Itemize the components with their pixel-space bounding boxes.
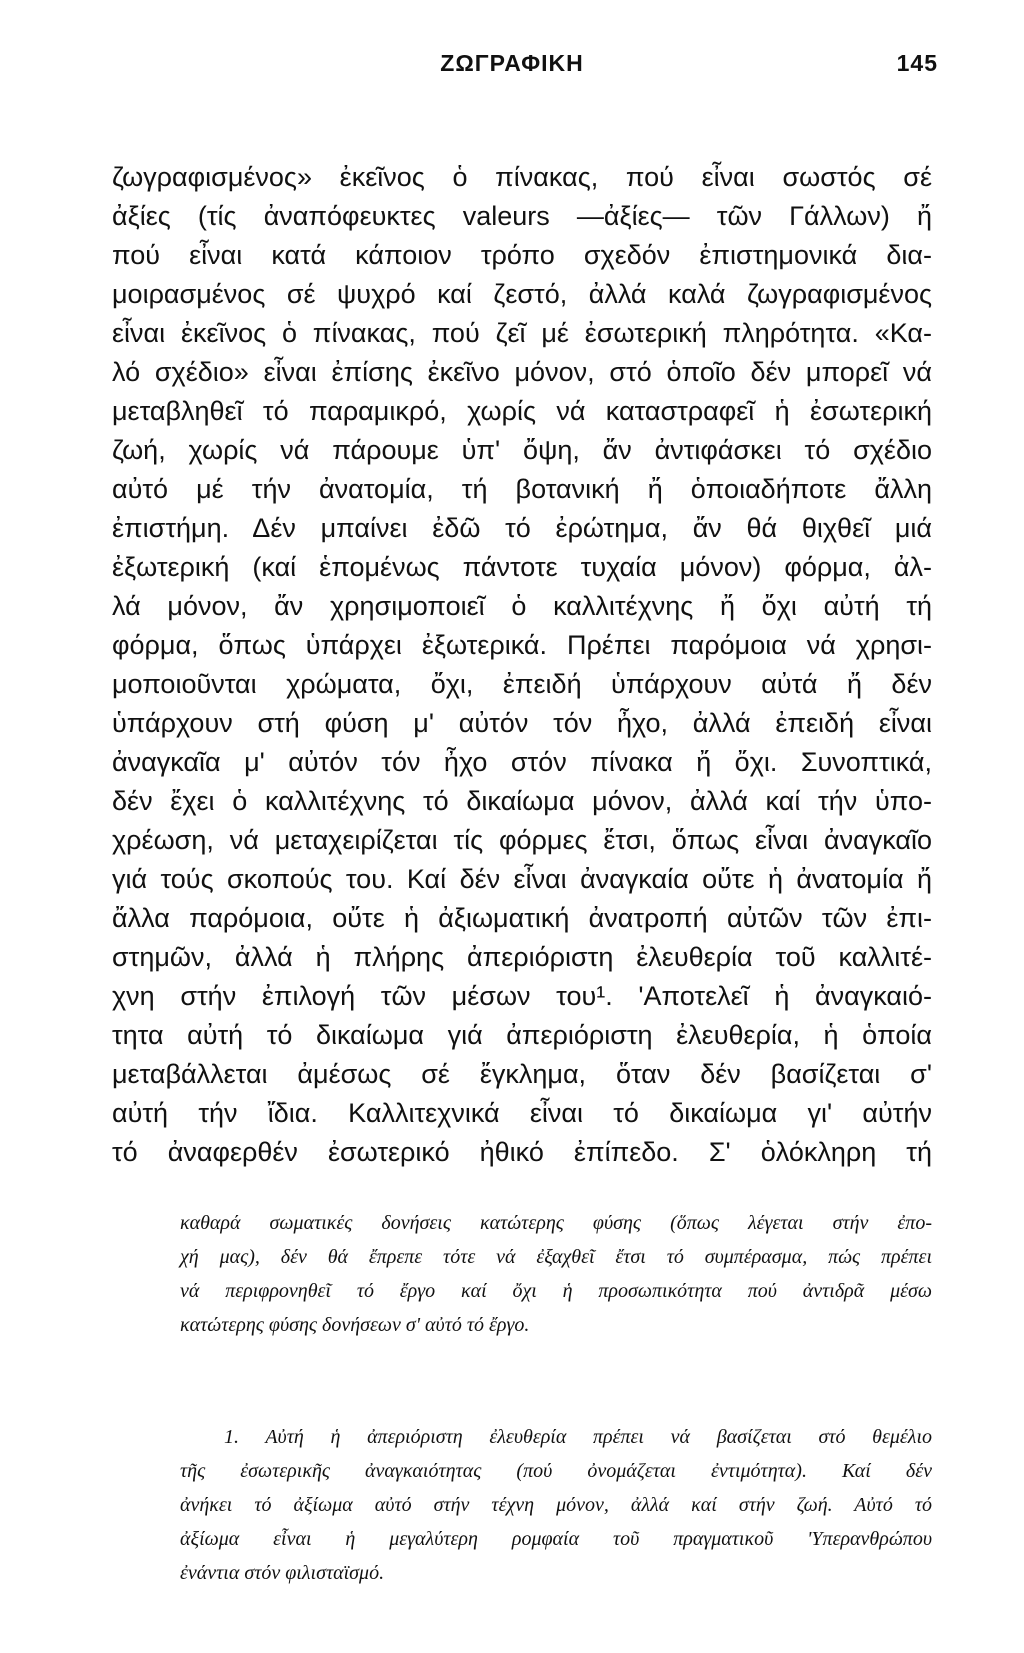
text-line: εἶναι ἐκεῖνος ὁ πίνακας, πού ζεῖ μέ ἐσωτερική πληρότητα. «Κα-	[112, 318, 932, 348]
text-line: χνη στήν ἐπιλογή τῶν μέσων του¹. 'Αποτελεῖ ἡ ἀναγκαιό-	[112, 981, 932, 1011]
footnote-line: τῆς ἐσωτερικῆς ἀναγκαιότητας (πού ὀνομάζεται ἐντιμότητα). Καί δέν	[180, 1460, 932, 1482]
text-line: ὑπάρχουν στή φύση μ' αὐτόν τόν ἦχο, ἀλλά ἐπειδή εἶναι	[112, 708, 932, 738]
text-line: ἐπιστήμη. Δέν μπαίνει ἐδῶ τό ἐρώτημα, ἄν θά θιχθεῖ μιά	[112, 513, 932, 543]
text-line: γιά τούς σκοπούς του. Καί δέν εἶναι ἀναγκαία οὔτε ἡ ἀνατομία ἤ	[112, 864, 932, 894]
footnote-line: ἐνάντια στόν φιλισταϊσμό.	[180, 1562, 385, 1584]
footnote-line: 1. Αὐτή ἡ ἀπεριόριστη ἐλευθερία πρέπει νά βασίζεται στό θεμέλιο	[224, 1426, 932, 1448]
text-line: αὐτή τήν ἴδια. Καλλιτεχνικά εἶναι τό δικαίωμα γι' αὐτήν	[112, 1098, 932, 1128]
running-head	[0, 50, 1024, 80]
text-line: αὐτό μέ τήν ἀνατομία, τή βοτανική ἤ ὁποιαδήποτε ἄλλη	[112, 474, 932, 504]
text-line: ἀξίες (τίς ἀναπόφευκτες valeurs —ἀξίες— τῶν Γάλλων) ἤ	[112, 201, 932, 231]
footnote-line: καθαρά σωματικές δονήσεις κατώτερης φύσης (ὅπως λέγεται στήν ἐπο-	[180, 1212, 932, 1234]
text-line: φόρμα, ὅπως ὑπάρχει ἐξωτερικά. Πρέπει παρόμοια νά χρησι-	[112, 630, 932, 660]
text-line: τό ἀναφερθέν ἐσωτερικό ἠθικό ἐπίπεδο. Σ' ὁλόκληρη τή	[112, 1137, 932, 1167]
text-line: ἀναγκαῖα μ' αὐτόν τόν ἦχο στόν πίνακα ἤ ὄχι. Συνοπτικά,	[112, 747, 932, 777]
footnote-1	[180, 1420, 932, 1590]
text-line: πού εἶναι κατά κάποιον τρόπο σχεδόν ἐπιστημονικά δια-	[112, 240, 932, 270]
text-line: μεταβάλλεται ἀμέσως σέ ἔγκλημα, ὅταν δέν βασίζεται σ'	[112, 1059, 932, 1089]
text-line: ζωή, χωρίς νά πάρουμε ὑπ' ὄψη, ἄν ἀντιφάσκει τό σχέδιο	[112, 435, 932, 465]
footnote-line: χή μας), δέν θά ἔπρεπε τότε νά ἐξαχθεῖ ἔτσι τό συμπέρασμα, πώς πρέπει	[180, 1246, 932, 1268]
text-line: στημῶν, ἀλλά ἡ πλήρης ἀπεριόριστη ἐλευθερία τοῦ καλλιτέ-	[112, 942, 932, 972]
text-line: μοποιοῦνται χρώματα, ὄχι, ἐπειδή ὑπάρχουν αὐτά ἤ δέν	[112, 669, 932, 699]
chapter-title: ΖΩΓΡΑΦΙΚΗ	[440, 50, 584, 76]
page-number: 145	[896, 50, 938, 76]
body-text	[112, 158, 932, 1172]
text-line: δέν ἔχει ὁ καλλιτέχνης τό δικαίωμα μόνον, ἀλλά καί τήν ὑπο-	[112, 786, 932, 816]
footnote-line: ἀξίωμα εἶναι ἡ μεγαλύτερη ρομφαία τοῦ πραγματικοῦ 'Υπερανθρώπου	[180, 1528, 932, 1550]
text-line: λό σχέδιο» εἶναι ἐπίσης ἐκεῖνο μόνον, στό ὁποῖο δέν μπορεῖ νά	[112, 357, 932, 387]
text-line: τητα αὐτή τό δικαίωμα γιά ἀπεριόριστη ἐλευθερία, ἡ ὁποία	[112, 1020, 932, 1050]
text-line: χρέωση, νά μεταχειρίζεται τίς φόρμες ἔτσι, ὅπως εἶναι ἀναγκαῖο	[112, 825, 932, 855]
text-line: λά μόνον, ἄν χρησιμοποιεῖ ὁ καλλιτέχνης ἤ ὄχι αὐτή τή	[112, 591, 932, 621]
footnote-continuation	[180, 1206, 932, 1342]
text-line: μεταβληθεῖ τό παραμικρό, χωρίς νά καταστραφεῖ ἡ ἐσωτερική	[112, 396, 932, 426]
footnote-line: νά περιφρονηθεῖ τό ἔργο καί ὄχι ἡ προσωπικότητα πού ἀντιδρᾶ μέσω	[180, 1280, 932, 1302]
footnote-line: ἀνήκει τό ἀξίωμα αὐτό στήν τέχνη μόνον, ἀλλά καί στήν ζωή. Αὐτό τό	[180, 1494, 932, 1516]
text-line: ἐξωτερική (καί ἑπομένως πάντοτε τυχαία μόνον) φόρμα, ἀλ-	[112, 552, 932, 582]
footnote-line: κατώτερης φύσης δονήσεων σ' αὐτό τό ἔργο.	[180, 1314, 530, 1336]
text-line: ζωγραφισμένος» ἐκεῖνος ὁ πίνακας, πού εἶναι σωστός σέ	[112, 162, 932, 192]
text-line: ἄλλα παρόμοια, οὔτε ἡ ἀξιωματική ἀνατροπή αὐτῶν τῶν ἐπι-	[112, 903, 932, 933]
text-line: μοιρασμένος σέ ψυχρό καί ζεστό, ἀλλά καλά ζωγραφισμένος	[112, 279, 932, 309]
